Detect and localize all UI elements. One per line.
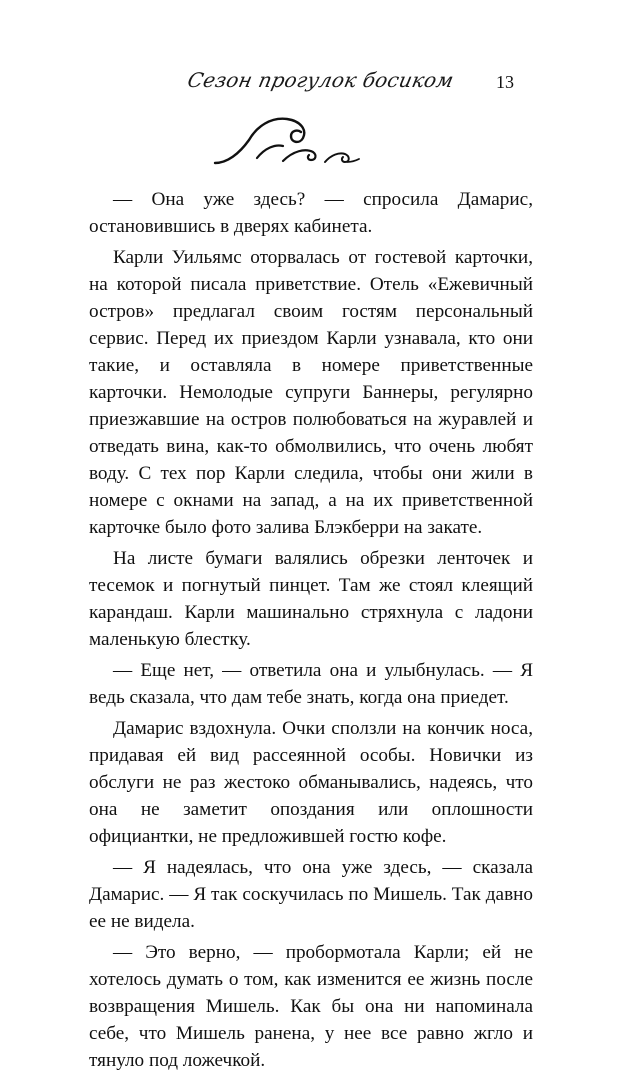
paragraph-6: — Я надеялась, что она уже здесь, — сказала Дамарис. — Я так соскучилась по Мишель. Так давно ее не видела. xyxy=(89,857,533,932)
paragraph-7: — Это верно, — пробормотала Карли; ей не хотелось думать о том, как изменится ее жизнь после возвращения Мишель. Как бы она ни напоминала себе, что Мишель ранена, у нее все равно жгло и тянуло под ложечкой. xyxy=(89,942,533,1071)
body-text xyxy=(89,186,533,1078)
wave-swell-middle xyxy=(283,150,315,161)
paragraph-1: — Она уже здесь? — спросила Дамарис, остановившись в дверях кабинета. xyxy=(89,189,533,237)
paragraph-3: На листе бумаги валялись обрезки ленточек и тесемок и погнутый пинцет. Там же стоял клеящий карандаш. Карли машинально стряхнула с ладони маленькую блестку. xyxy=(89,548,533,650)
wave-ornament-icon xyxy=(213,114,363,176)
running-header xyxy=(185,68,456,108)
paragraph-4: — Еще нет, — ответила она и улыбнулась. — Я ведь сказала, что дам тебе знать, когда она приедет. xyxy=(89,660,533,708)
running-title: Сезон прогулок босиком xyxy=(185,68,456,92)
paragraph-5: Дамарис вздохнула. Очки сползли на кончик носа, придавая ей вид рассеянной особы. Новички из обслуги не раз жестоко обманывались, надеясь, что она не заметит опоздания или оплошности официантки, не предложившей гостю кофе. xyxy=(89,718,533,847)
page-number: 13 xyxy=(496,72,514,92)
wave-curl-small xyxy=(325,153,349,162)
paragraph-2: Карли Уильямс оторвалась от гостевой карточки, на которой писала приветствие. Отель «Ежевичный остров» предлагал своим гостям персональный сервис. Перед их приездом Карли узнавала, кто они такие, и оставляла в номере приветственные карточки. Немолодые супруги Баннеры, регулярно приезжавшие на остров полюбоваться на журавлей и отведать вина, как-то обмолвились, что очень любят воду. С тех пор Карли следила, чтобы они жили в номере с окнами на запад, а на их приветственной карточке было фото залива Блэкберри на закате. xyxy=(89,247,533,538)
wave-swell-left xyxy=(257,146,283,159)
